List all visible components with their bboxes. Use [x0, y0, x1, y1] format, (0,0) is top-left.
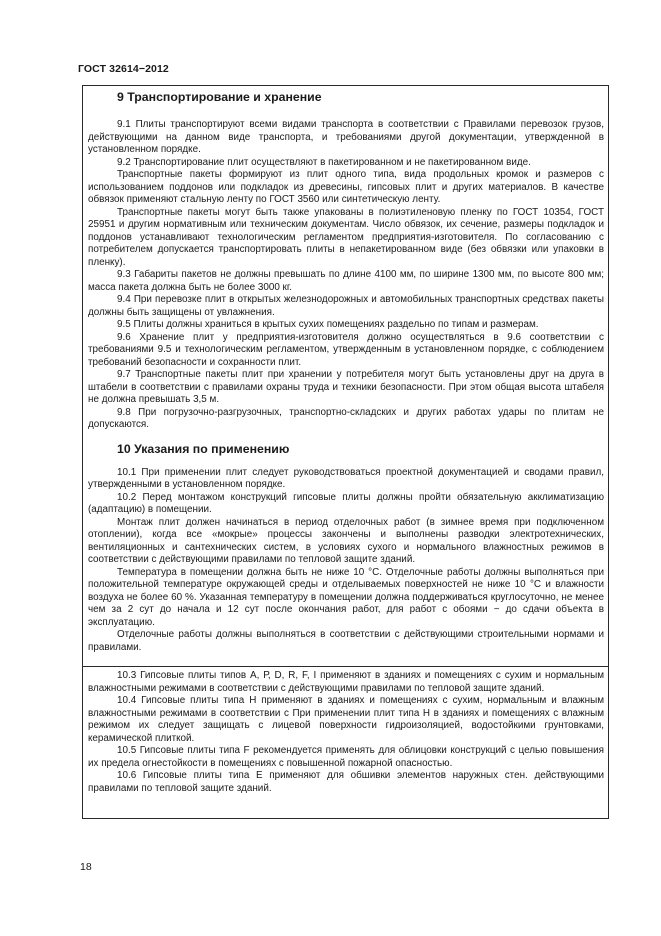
paragraph-mounting: Монтаж плит должен начинаться в период отделочных работ (в зимнее время при подключенном отоплении), когда все «мокрые» процессы закончены и выполнены разводки электротехнических, вентиляционных и сантехнических систем, в условиях сухого и нормального влажностных режимов в соответствии с действующими правилами по тепловой защите зданий. [88, 516, 604, 565]
paragraph-10-5: 10.5 Гипсовые плиты типа F рекомендуется применять для облицовки конструкций с целью повышения их предела огнестойкости в помещениях с повышенной пожарной опасностью. [88, 745, 604, 769]
paragraph-10-2: 10.2 Перед монтажом конструкций гипсовые плиты должны пройти обязательную акклиматизацию (адаптацию) в помещении. [88, 491, 604, 515]
paragraph-9-3: 9.3 Габариты пакетов не должны превышать по длине 4100 мм, по ширине 1300 мм, по высоте 800 мм; масса пакета должна быть не более 3000 кг. [88, 269, 604, 293]
paragraph-9-2: 9.2 Транспортирование плит осуществляют в пакетированном и не пакетированном виде. [117, 156, 531, 168]
paragraph-9-4: 9.4 При перевозке плит в открытых железнодорожных и автомобильных транспортных средствах пакеты должны быть защищены от увлажнения. [88, 294, 604, 318]
section-9-title: 9 Транспортирование и хранение [117, 90, 322, 104]
paragraph-9-7: 9.7 Транспортные пакеты плит при хранении у потребителя могут быть установлены друг на друга в штабели в соответствии с правилами охраны труда и техники безопасности. При этом общая высота штабеля не должна превышать 3,5 м. [88, 369, 604, 405]
paragraph-finishing-works: Отделочные работы должны выполняться в соответствии с действующими строительными нормами и правилами. [88, 629, 604, 653]
paragraph-packages: Транспортные пакеты формируют из плит одного типа, вида продольных кромок и размеров с использованием поддонов или подкладок из древесины, гипсовых плит и других материалов. В качестве обвязок применяют стальную ленту по ГОСТ 3560 или синтетическую ленту. [88, 169, 604, 205]
paragraph-10-1: 10.1 При применении плит следует руководствоваться проектной документацией и сводами правил, утвержденными в установленном порядке. [88, 466, 604, 490]
paragraph-9-8: 9.8 При погрузочно-разгрузочных, транспортно-складских и других работах удары по плитам не допускаются. [88, 406, 604, 430]
main-content-frame [82, 85, 609, 667]
paragraph-temperature: Температура в помещении должна быть не ниже 10 °С. Отделочные работы должны выполняться при положительной температуре окружающей среды и отделываемых поверхностей не ниже 10 °С и влажности воздуха не более 60 %. Указанная температуру в помещении должна поддерживаться круглосуточно, не менее чем за 2 сут до начала и 12 сут после окончания работ, для работ с обоями − до сдачи объекта в эксплуатацию. [88, 566, 604, 628]
page-number: 18 [80, 861, 92, 873]
continued-content-frame [82, 666, 609, 819]
paragraph-packaging-film: Транспортные пакеты могут быть также упакованы в полиэтиленовую пленку по ГОСТ 10354, ГОСТ 25951 и другим нормативным или техническим документам. Число обвязок, их сечение, размеры подкладок и поддонов устанавливают технологическим регламентом предприятия-изготовителя. По согласованию с потребителем допускается транспортировать плиты в непакетированном виде (без обвязки или упаковки в пленку). [88, 206, 604, 268]
paragraph-10-4: 10.4 Гипсовые плиты типа H применяют в зданиях и помещениях с сухим, нормальным и влажным влажностными режимами в соответствии с При применении плит типа H в зданиях и помещениях с влажным режимом их следует защищать с лицевой поверхности гидроизоляцией, водостойкими грунтовками, керамической плиткой. [88, 695, 604, 744]
paragraph-10-6: 10.6 Гипсовые плиты типа Е применяют для обшивки элементов наружных стен. действующими правилами по тепловой защите зданий. [88, 770, 604, 794]
document-header: ГОСТ 32614−2012 [78, 63, 169, 75]
paragraph-9-1: 9.1 Плиты транспортируют всеми видами транспорта в соответствии с Правилами перевозок грузов, действующими на данном виде транспорта, и требованиями другой документации, утвержденной в установленном порядке. [88, 119, 604, 155]
paragraph-9-5: 9.5 Плиты должны храниться в крытых сухих помещениях раздельно по типам и размерам. [117, 319, 539, 330]
paragraph-9-6: 9.6 Хранение плит у предприятия-изготовителя должно осуществляться в 9.6 соответствии с требованиями 9.5 и технологическим регламентом, утвержденным в установленном порядке, с соблюдением требований безопасности и сохранности плит. [88, 331, 604, 368]
section-10-title: 10 Указания по применению [117, 441, 290, 456]
paragraph-10-3: 10.3 Гипсовые плиты типов А, Р, D, R, F, I применяют в зданиях и помещениях с сухим и нормальным влажностными режимами в соответствии с действующими правилами по тепловой защите зданий. [88, 670, 604, 694]
